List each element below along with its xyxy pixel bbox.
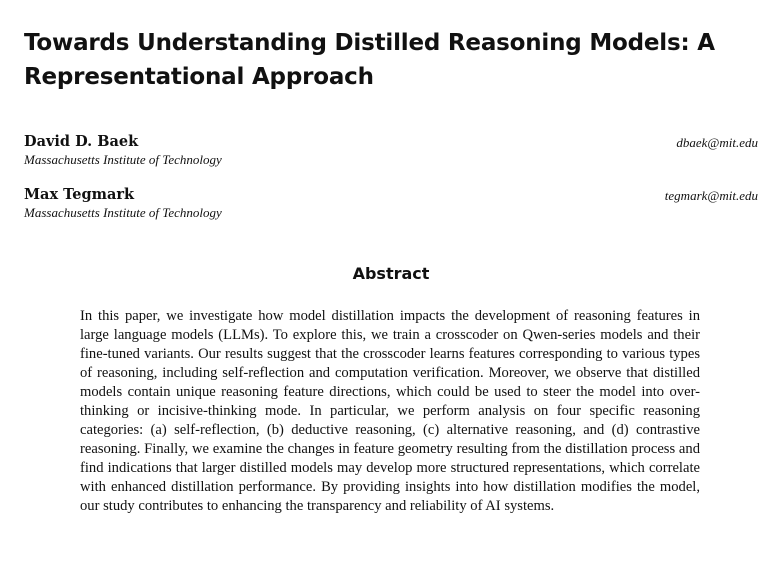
author-name: Max Tegmark: [24, 186, 135, 203]
author-email: dbaek@mit.edu: [676, 135, 758, 150]
paper-title: Towards Understanding Distilled Reasoning Models: A Representational Approach: [24, 30, 715, 90]
abstract-text: In this paper, we investigate how model distillation impacts the development of reasoning features in large language models (LLMs). To explore this, we train a crosscoder on Qwen-series models and their fine-tuned variants. Our results suggest that the crosscoder learns features corresponding to various types of reasoning, including self-reflection and computation verification. Moreover, we observe that distilled models contain unique reasoning feature directions, which could be used to steer the model into over-thinking or incisive-thinking mode. In particular, we perform analysis on four specific reasoning categories: (a) self-reflection, (b) deductive reasoning, (c) alternative reasoning, and (d) contrastive reasoning. Finally, we examine the changes in feature geometry resulting from the distillation process and find indications that larger distilled models may develop more structured representations, which correlate with enhanced distillation performance. By providing insights into how distillation modifies the model, our study contributes to enhancing the transparency and reliability of AI systems.: [80, 308, 700, 514]
author-affiliation: Massachusetts Institute of Technology: [24, 205, 222, 220]
author-affiliation: Massachusetts Institute of Technology: [24, 152, 222, 167]
abstract-heading: Abstract: [352, 264, 430, 283]
author-block: [24, 186, 758, 221]
author-name: David D. Baek: [24, 133, 139, 150]
author-block: [24, 133, 758, 168]
author-email: tegmark@mit.edu: [664, 188, 758, 203]
